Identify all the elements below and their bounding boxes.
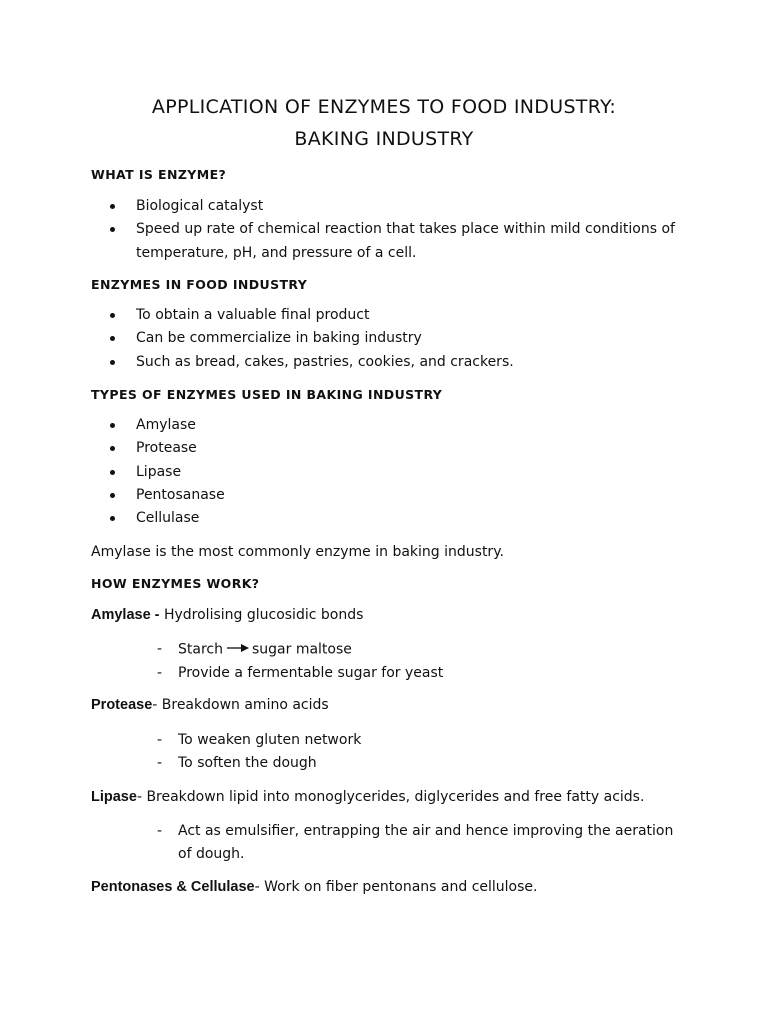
protease-detail-list (157, 729, 687, 776)
heading-types-of-enzymes: TYPES OF ENZYMES USED IN BAKING INDUSTRY (91, 387, 443, 402)
list-item-text: Biological catalyst (136, 198, 264, 214)
dash-marker: - (157, 641, 163, 657)
list-item (108, 507, 708, 530)
pentonases-desc: - Work on fiber pentonans and cellulose. (254, 879, 538, 895)
list-item-text: Such as bread, cakes, pastries, cookies, and crackers. (136, 353, 514, 370)
lipase-detail-list (157, 820, 687, 867)
bullet-icon (110, 423, 115, 428)
amylase-desc: Hydrolising glucosidic bonds (163, 607, 364, 623)
amylase-definition (91, 607, 363, 623)
list-item-text: Amylase (136, 417, 196, 433)
starch-from-text: Starch (178, 641, 223, 658)
list-item (108, 304, 708, 327)
bullet-icon (110, 446, 115, 451)
dash-marker: - (157, 664, 163, 681)
list-item (108, 484, 708, 507)
pentonases-definition (91, 879, 537, 895)
list-item (108, 461, 708, 484)
list-item (157, 820, 687, 867)
protease-desc: - Breakdown amino acids (152, 697, 329, 713)
bullet-icon (110, 360, 115, 365)
bullet-icon (110, 336, 115, 341)
types-of-enzymes-list (108, 414, 708, 530)
bullet-icon (110, 227, 115, 232)
lipase-definition (91, 789, 644, 805)
what-is-enzyme-list (108, 195, 708, 265)
bullet-icon (110, 493, 115, 498)
amylase-term: Amylase - (91, 607, 160, 623)
list-item-text: Lipase (136, 463, 182, 480)
list-item-text: Pentosanase (136, 486, 225, 503)
starch-to-text: sugar maltose (251, 641, 352, 658)
arrow-right-icon (227, 638, 249, 661)
list-item-text: To obtain a valuable final product (136, 307, 370, 323)
protease-definition (91, 697, 329, 713)
list-item (157, 729, 687, 752)
list-item (108, 195, 708, 218)
dash-marker: - (157, 755, 163, 772)
document-title-line-2: BAKING INDUSTRY (294, 128, 474, 150)
bullet-icon (110, 470, 115, 475)
list-item-text: Protease (136, 440, 197, 457)
list-item-text: Can be commercialize in baking industry (136, 330, 422, 347)
protease-term: Protease (91, 697, 153, 713)
dash-marker: - (157, 823, 163, 839)
list-item (108, 327, 708, 350)
list-item-text: To soften the dough (178, 755, 317, 772)
lipase-desc: - Breakdown lipid into monoglycerides, diglycerides and free fatty acids. (136, 789, 645, 805)
list-item (108, 437, 708, 460)
list-item-text: Speed up rate of chemical reaction that takes place within mild conditions of temperature, pH, and pressure of a cell. (136, 221, 675, 261)
heading-how-enzymes-work: HOW ENZYMES WORK? (91, 576, 260, 591)
bullet-icon (110, 204, 115, 209)
list-item (157, 662, 687, 685)
lipase-term: Lipase (91, 789, 137, 805)
heading-enzymes-in-food-industry: ENZYMES IN FOOD INDUSTRY (91, 277, 308, 292)
bullet-icon (110, 313, 115, 318)
list-item (108, 218, 708, 265)
amylase-detail-list (157, 638, 687, 685)
bullet-icon (110, 516, 115, 521)
list-item (157, 752, 687, 775)
list-item-text: To weaken gluten network (178, 732, 362, 748)
document-title-line-1: APPLICATION OF ENZYMES TO FOOD INDUSTRY: (151, 96, 617, 118)
list-item (108, 414, 708, 437)
list-item-text: Act as emulsifier, entrapping the air and hence improving the aeration of dough. (178, 823, 674, 863)
list-item (108, 351, 708, 374)
food-industry-list (108, 304, 708, 374)
heading-what-is-enzyme: WHAT IS ENZYME? (91, 167, 227, 182)
pentonases-term: Pentonases & Cellulase (91, 879, 255, 895)
list-item (157, 638, 687, 662)
list-item-text: Provide a fermentable sugar for yeast (178, 664, 444, 681)
list-item-text: Cellulase (136, 510, 200, 527)
amylase-note: Amylase is the most commonly enzyme in baking industry. (91, 544, 504, 560)
dash-marker: - (157, 732, 163, 748)
